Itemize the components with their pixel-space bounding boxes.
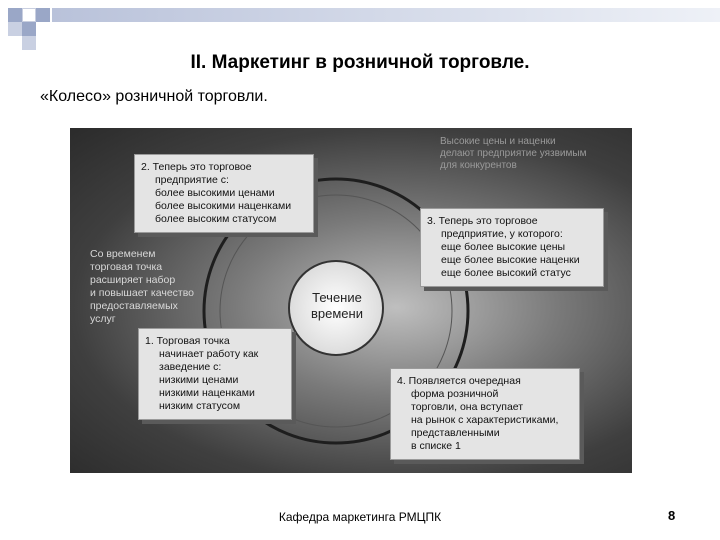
box-line: предприятие с: <box>155 174 229 186</box>
box-line: заведение с: <box>159 361 222 373</box>
side-line: и повышает качество <box>90 287 195 299</box>
side-line: Со временем <box>90 248 156 260</box>
box-line: более высокими наценками <box>155 200 292 212</box>
deco-square-5 <box>8 22 22 36</box>
deco-square-1 <box>8 8 22 22</box>
note-line: Высокие цены и наценки <box>440 136 556 147</box>
box-line: на рынок с характеристиками, <box>411 414 559 426</box>
note-line: для конкурентов <box>440 160 517 171</box>
note-line: делают предприятие уязвимым <box>440 148 587 159</box>
box-line: 4. Появляется очередная <box>397 375 521 387</box>
box-line: более высоким статусом <box>155 213 277 225</box>
center-line: Течение <box>312 290 362 305</box>
stage-4-box <box>390 368 580 460</box>
box-line: 2. Теперь это торговое <box>141 161 252 173</box>
box-line: торговли, она вступает <box>411 401 524 413</box>
deco-square-4 <box>22 22 36 36</box>
box-line: еще более высокие цены <box>441 241 566 253</box>
box-line: низким статусом <box>159 400 241 412</box>
box-line: еще более высокий статус <box>441 267 571 279</box>
box-line: предприятие, у которого: <box>441 228 563 240</box>
side-line: услуг <box>90 313 116 325</box>
side-line: расширяет набор <box>90 274 176 286</box>
center-label <box>292 290 382 322</box>
top-right-note <box>440 136 586 172</box>
stage-1-box <box>138 328 292 420</box>
retail-wheel-figure <box>70 128 632 473</box>
stage-3-box <box>420 208 604 287</box>
page-number: 8 <box>668 508 676 523</box>
box-line: низкими ценами <box>159 374 239 386</box>
center-line: времени <box>311 306 363 321</box>
stage-2-box <box>134 154 314 233</box>
header-decoration <box>0 0 720 50</box>
box-line: еще более высокие наценки <box>441 254 580 266</box>
side-line: торговая точка <box>90 261 163 273</box>
box-line: форма розничной <box>411 388 499 400</box>
slide-subtitle: «Колесо» розничной торговли. <box>40 88 268 105</box>
deco-band <box>52 8 720 22</box>
deco-square-6 <box>22 36 36 50</box>
side-line: предоставляемых <box>90 300 178 312</box>
slide-title: II. Маркетинг в розничной торговле. <box>190 52 530 73</box>
box-line: 1. Торговая точка <box>145 335 230 347</box>
box-line: низкими наценками <box>159 387 255 399</box>
box-line: начинает работу как <box>159 348 259 360</box>
left-side-text <box>90 248 194 326</box>
deco-square-3 <box>36 8 50 22</box>
box-line: в списке 1 <box>411 440 461 452</box>
slide-footer: Кафедра маркетинга РМЦПК <box>278 510 442 524</box>
box-line: 3. Теперь это торговое <box>427 215 538 227</box>
box-line: представленными <box>411 427 500 439</box>
deco-square-2 <box>22 8 36 22</box>
box-line: более высокими ценами <box>155 187 275 199</box>
